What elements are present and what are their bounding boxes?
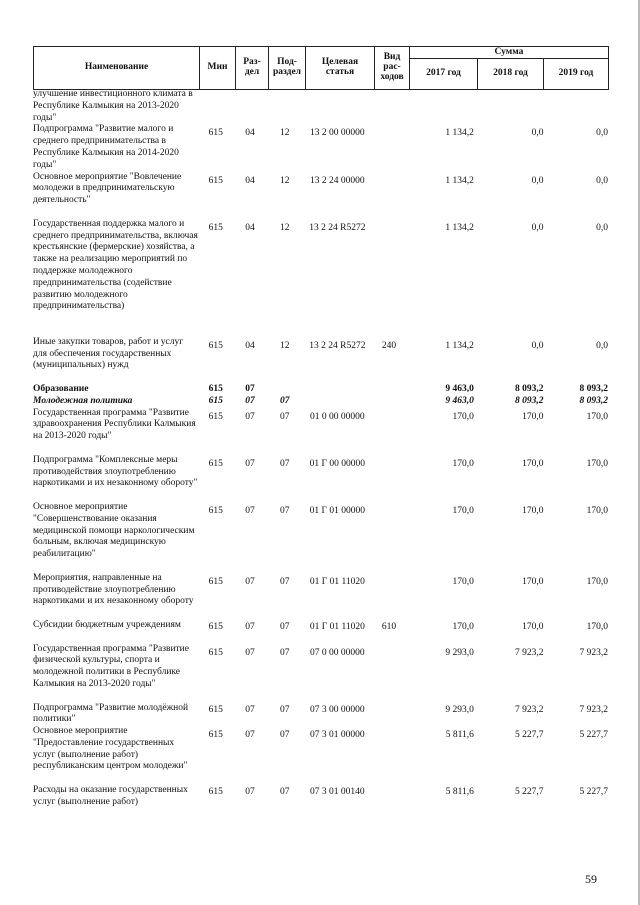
table-row [33, 620, 608, 644]
cell-vid [372, 726, 407, 785]
cell-razdel: 07 [245, 395, 255, 406]
cell-celevaya: 07 3 01 00000 [310, 730, 365, 741]
cell-razdel: 04 [245, 340, 255, 351]
cell-celevaya: 01 Г 00 00000 [309, 458, 366, 469]
cell-razdel: 07 [245, 458, 255, 469]
cell-name: Основное мероприятие "Предоставление государственных услуг (выполнение работ) республиканским центром молодежи" [33, 726, 188, 772]
cell-name: Образование [33, 383, 89, 394]
cell-min: 615 [208, 128, 223, 139]
header-vid: Вид рас- ходов [375, 47, 410, 90]
table-row [33, 172, 608, 219]
cell-vid: 240 [381, 340, 397, 351]
cell-min: 615 [208, 621, 223, 632]
cell-name: Иные закупки товаров, работ и услуг для обеспечения государственных (муниципальных) нужд [33, 336, 184, 371]
table-row [33, 219, 608, 337]
cell-min: 615 [208, 395, 223, 406]
table-row [33, 785, 608, 820]
cell-podrazdel: 07 [279, 730, 290, 741]
cell-podrazdel: 07 [279, 647, 290, 658]
cell-podrazdel: 12 [279, 175, 290, 186]
cell-min: 615 [208, 787, 223, 798]
cell-podrazdel: 07 [279, 704, 290, 715]
cell-razdel: 07 [245, 505, 255, 516]
cell-vid [372, 384, 407, 396]
table-row [33, 644, 608, 703]
cell-podrazdel: 07 [279, 395, 290, 406]
cell-s2017: 170,0 [452, 576, 474, 587]
header-podrazdel: Под- раздел [269, 47, 306, 90]
table-row [33, 396, 608, 408]
cell-s2018: 0,0 [531, 175, 544, 186]
cell-vid [372, 703, 407, 727]
cell-name: Подпрограмма "Комплексные меры противодействия злоупотреблению наркотиками и их незаконному обороту" [33, 454, 198, 489]
cell-min: 615 [208, 730, 223, 741]
table-row [33, 502, 608, 573]
cell-min: 615 [208, 222, 223, 233]
cell-s2018: 170,0 [522, 621, 544, 632]
table-row [33, 124, 608, 171]
cell-razdel: 04 [245, 128, 255, 139]
cell-min: 615 [208, 340, 223, 351]
table-body [33, 89, 608, 820]
cell-vid [372, 408, 407, 455]
cell-min [198, 89, 234, 124]
cell-s2017: 170,0 [452, 505, 474, 516]
cell-vid: 610 [381, 621, 397, 632]
cell-name: Субсидии бюджетным учреждениям [33, 619, 181, 630]
cell-name: улучшение инвестиционного климата в Республике Калмыкия на 2013-2020 годы" [33, 89, 193, 123]
cell-s2018 [478, 89, 544, 124]
cell-s2019: 7 923,2 [579, 704, 608, 715]
cell-name: Государственная программа "Развитие физической культуры, спорта и молодежной политики в Республике Калмыкия на 2013-2020 годы" [33, 643, 189, 689]
header-celevaya: Целевая статья [306, 47, 375, 90]
cell-razdel: 04 [245, 175, 255, 186]
cell-razdel: 07 [245, 621, 255, 632]
cell-s2017: 1 134,2 [445, 128, 474, 139]
table-row [33, 573, 608, 620]
header-2019: 2019 год [544, 59, 609, 90]
cell-celevaya: 07 3 01 00140 [310, 787, 365, 798]
cell-s2018: 170,0 [522, 458, 544, 469]
cell-min: 615 [208, 505, 223, 516]
cell-s2019: 0,0 [596, 175, 608, 186]
cell-s2018: 170,0 [522, 505, 544, 516]
cell-razdel: 07 [245, 704, 255, 715]
cell-name: Мероприятия, направленные на противодействие злоупотреблению наркотиками и их незаконному обороту [33, 572, 194, 607]
cell-celevaya: 01 Г 01 11020 [309, 576, 365, 587]
cell-s2019: 170,0 [586, 411, 608, 422]
cell-min: 615 [208, 576, 223, 587]
cell-s2018: 7 923,2 [514, 647, 544, 658]
cell-razdel: 07 [245, 383, 255, 394]
cell-vid [372, 644, 407, 703]
cell-name: Государственная поддержка малого и среднего предпринимательства, включая крестьянские (фермерские) хозяйства, а также на реализацию мероприятий по поддержке молодежного предпринимательства (содействие развитию молодежного предпринимательства) [33, 218, 198, 312]
cell-celevaya [303, 396, 372, 408]
cell-min: 615 [208, 704, 223, 715]
cell-s2017: 5 811,6 [445, 730, 474, 741]
cell-celevaya: 13 2 24 00000 [310, 175, 365, 186]
cell-s2018: 0,0 [531, 222, 544, 233]
cell-vid [372, 396, 407, 408]
cell-razdel: 07 [245, 411, 255, 422]
cell-podrazdel: 07 [279, 787, 290, 798]
table-row [33, 726, 608, 785]
cell-s2017: 1 134,2 [445, 175, 474, 186]
cell-s2019: 7 923,2 [579, 647, 608, 658]
cell-s2019: 5 227,7 [579, 730, 608, 741]
cell-podrazdel [266, 89, 303, 124]
cell-vid [372, 89, 407, 124]
cell-s2017: 9 463,0 [445, 383, 474, 394]
cell-celevaya: 01 Г 01 00000 [309, 505, 366, 516]
cell-vid [372, 124, 407, 171]
cell-celevaya: 07 3 00 00000 [310, 704, 365, 715]
cell-razdel: 04 [245, 222, 255, 233]
cell-s2019: 170,0 [586, 458, 608, 469]
cell-s2019: 0,0 [596, 340, 608, 351]
cell-vid [372, 219, 407, 337]
header-min: Мин [200, 47, 236, 90]
cell-s2017: 1 134,2 [445, 340, 474, 351]
cell-celevaya: 13 2 00 00000 [310, 128, 365, 139]
cell-s2018: 5 227,7 [514, 787, 544, 798]
cell-s2017: 170,0 [452, 621, 474, 632]
cell-name: Основное мероприятие "Совершенствование оказания медицинской помощи наркологическим больным, включая медицинскую реабилитацию" [33, 501, 195, 560]
cell-s2018: 0,0 [531, 128, 544, 139]
cell-s2019: 5 227,7 [579, 787, 608, 798]
page-number: 59 [585, 872, 597, 886]
cell-celevaya: 13 2 24 R5272 [309, 340, 366, 351]
table-row [33, 384, 608, 396]
cell-s2017: 9 293,0 [445, 704, 474, 715]
table-row [33, 337, 608, 384]
cell-s2019: 0,0 [596, 222, 608, 233]
cell-s2019: 8 093,2 [579, 383, 608, 394]
cell-podrazdel [266, 384, 303, 396]
cell-razdel: 07 [245, 647, 255, 658]
cell-min: 615 [208, 175, 223, 186]
cell-celevaya: 07 0 00 00000 [310, 647, 365, 658]
table-header [33, 46, 609, 90]
cell-s2017: 1 134,2 [445, 222, 474, 233]
cell-s2017: 9 293,0 [445, 647, 474, 658]
cell-s2017: 9 463,0 [445, 395, 474, 406]
cell-s2018: 8 093,2 [514, 383, 544, 394]
cell-s2018: 170,0 [522, 411, 544, 422]
cell-name: Подпрограмма "Развитие молодёжной политики" [33, 702, 189, 725]
cell-name: Подпрограмма "Развитие малого и среднего предпринимательства в Республике Калмыкия на 2014-2020 годы" [33, 124, 179, 170]
cell-name: Основное мероприятие "Вовлечение молодежи в предпринимательскую деятельность" [33, 171, 182, 206]
cell-celevaya: 01 0 00 00000 [310, 411, 365, 422]
cell-vid [372, 455, 407, 502]
cell-vid [372, 502, 407, 573]
cell-min: 615 [208, 383, 223, 394]
header-2017: 2017 год [410, 59, 478, 90]
cell-s2018: 5 227,7 [514, 730, 544, 741]
cell-razdel: 07 [245, 787, 255, 798]
cell-s2019: 170,0 [586, 505, 608, 516]
cell-podrazdel: 12 [279, 340, 290, 351]
cell-s2019: 170,0 [586, 621, 608, 632]
header-name: Наименование [34, 47, 200, 90]
cell-s2018: 170,0 [522, 576, 544, 587]
table-row [33, 703, 608, 727]
cell-s2018: 8 093,2 [514, 395, 544, 406]
cell-podrazdel: 12 [279, 222, 290, 233]
cell-s2019: 0,0 [596, 128, 608, 139]
cell-celevaya: 13 2 24 R5272 [309, 222, 366, 233]
cell-celevaya: 01 Г 01 11020 [309, 621, 365, 632]
cell-razdel: 07 [245, 576, 255, 587]
cell-celevaya [303, 384, 372, 396]
header-summa: Сумма [410, 47, 609, 59]
cell-name: Молодежная политика [33, 395, 133, 406]
cell-name: Расходы на оказание государственных услуг (выполнение работ) [33, 785, 188, 807]
header-razdel: Раз- дел [236, 47, 269, 90]
cell-min: 615 [208, 647, 223, 658]
cell-s2017: 170,0 [452, 411, 474, 422]
cell-podrazdel: 12 [279, 128, 290, 139]
cell-s2019: 170,0 [586, 576, 608, 587]
table-row [33, 455, 608, 502]
cell-s2017 [406, 89, 478, 124]
cell-podrazdel: 07 [279, 621, 290, 632]
cell-min: 615 [208, 458, 223, 469]
cell-podrazdel: 07 [279, 458, 290, 469]
cell-podrazdel: 07 [279, 411, 290, 422]
table-row [33, 408, 608, 455]
cell-vid [372, 785, 407, 820]
cell-podrazdel: 07 [279, 576, 290, 587]
header-2018: 2018 год [478, 59, 544, 90]
cell-vid [372, 573, 407, 620]
cell-s2019: 8 093,2 [579, 395, 608, 406]
cell-podrazdel: 07 [279, 505, 290, 516]
cell-s2018: 7 923,2 [514, 704, 544, 715]
cell-razdel: 07 [245, 730, 255, 741]
cell-s2017: 5 811,6 [445, 787, 474, 798]
table-row [33, 89, 608, 124]
cell-min: 615 [208, 411, 223, 422]
cell-s2019 [543, 89, 608, 124]
cell-vid [372, 172, 407, 219]
cell-s2018: 0,0 [531, 340, 544, 351]
cell-celevaya [303, 89, 372, 124]
cell-s2017: 170,0 [452, 458, 474, 469]
cell-name: Государственная программа "Развитие здравоохранения Республики Калмыкия на 2013-2020 годы" [33, 407, 196, 442]
cell-razdel [234, 89, 267, 124]
